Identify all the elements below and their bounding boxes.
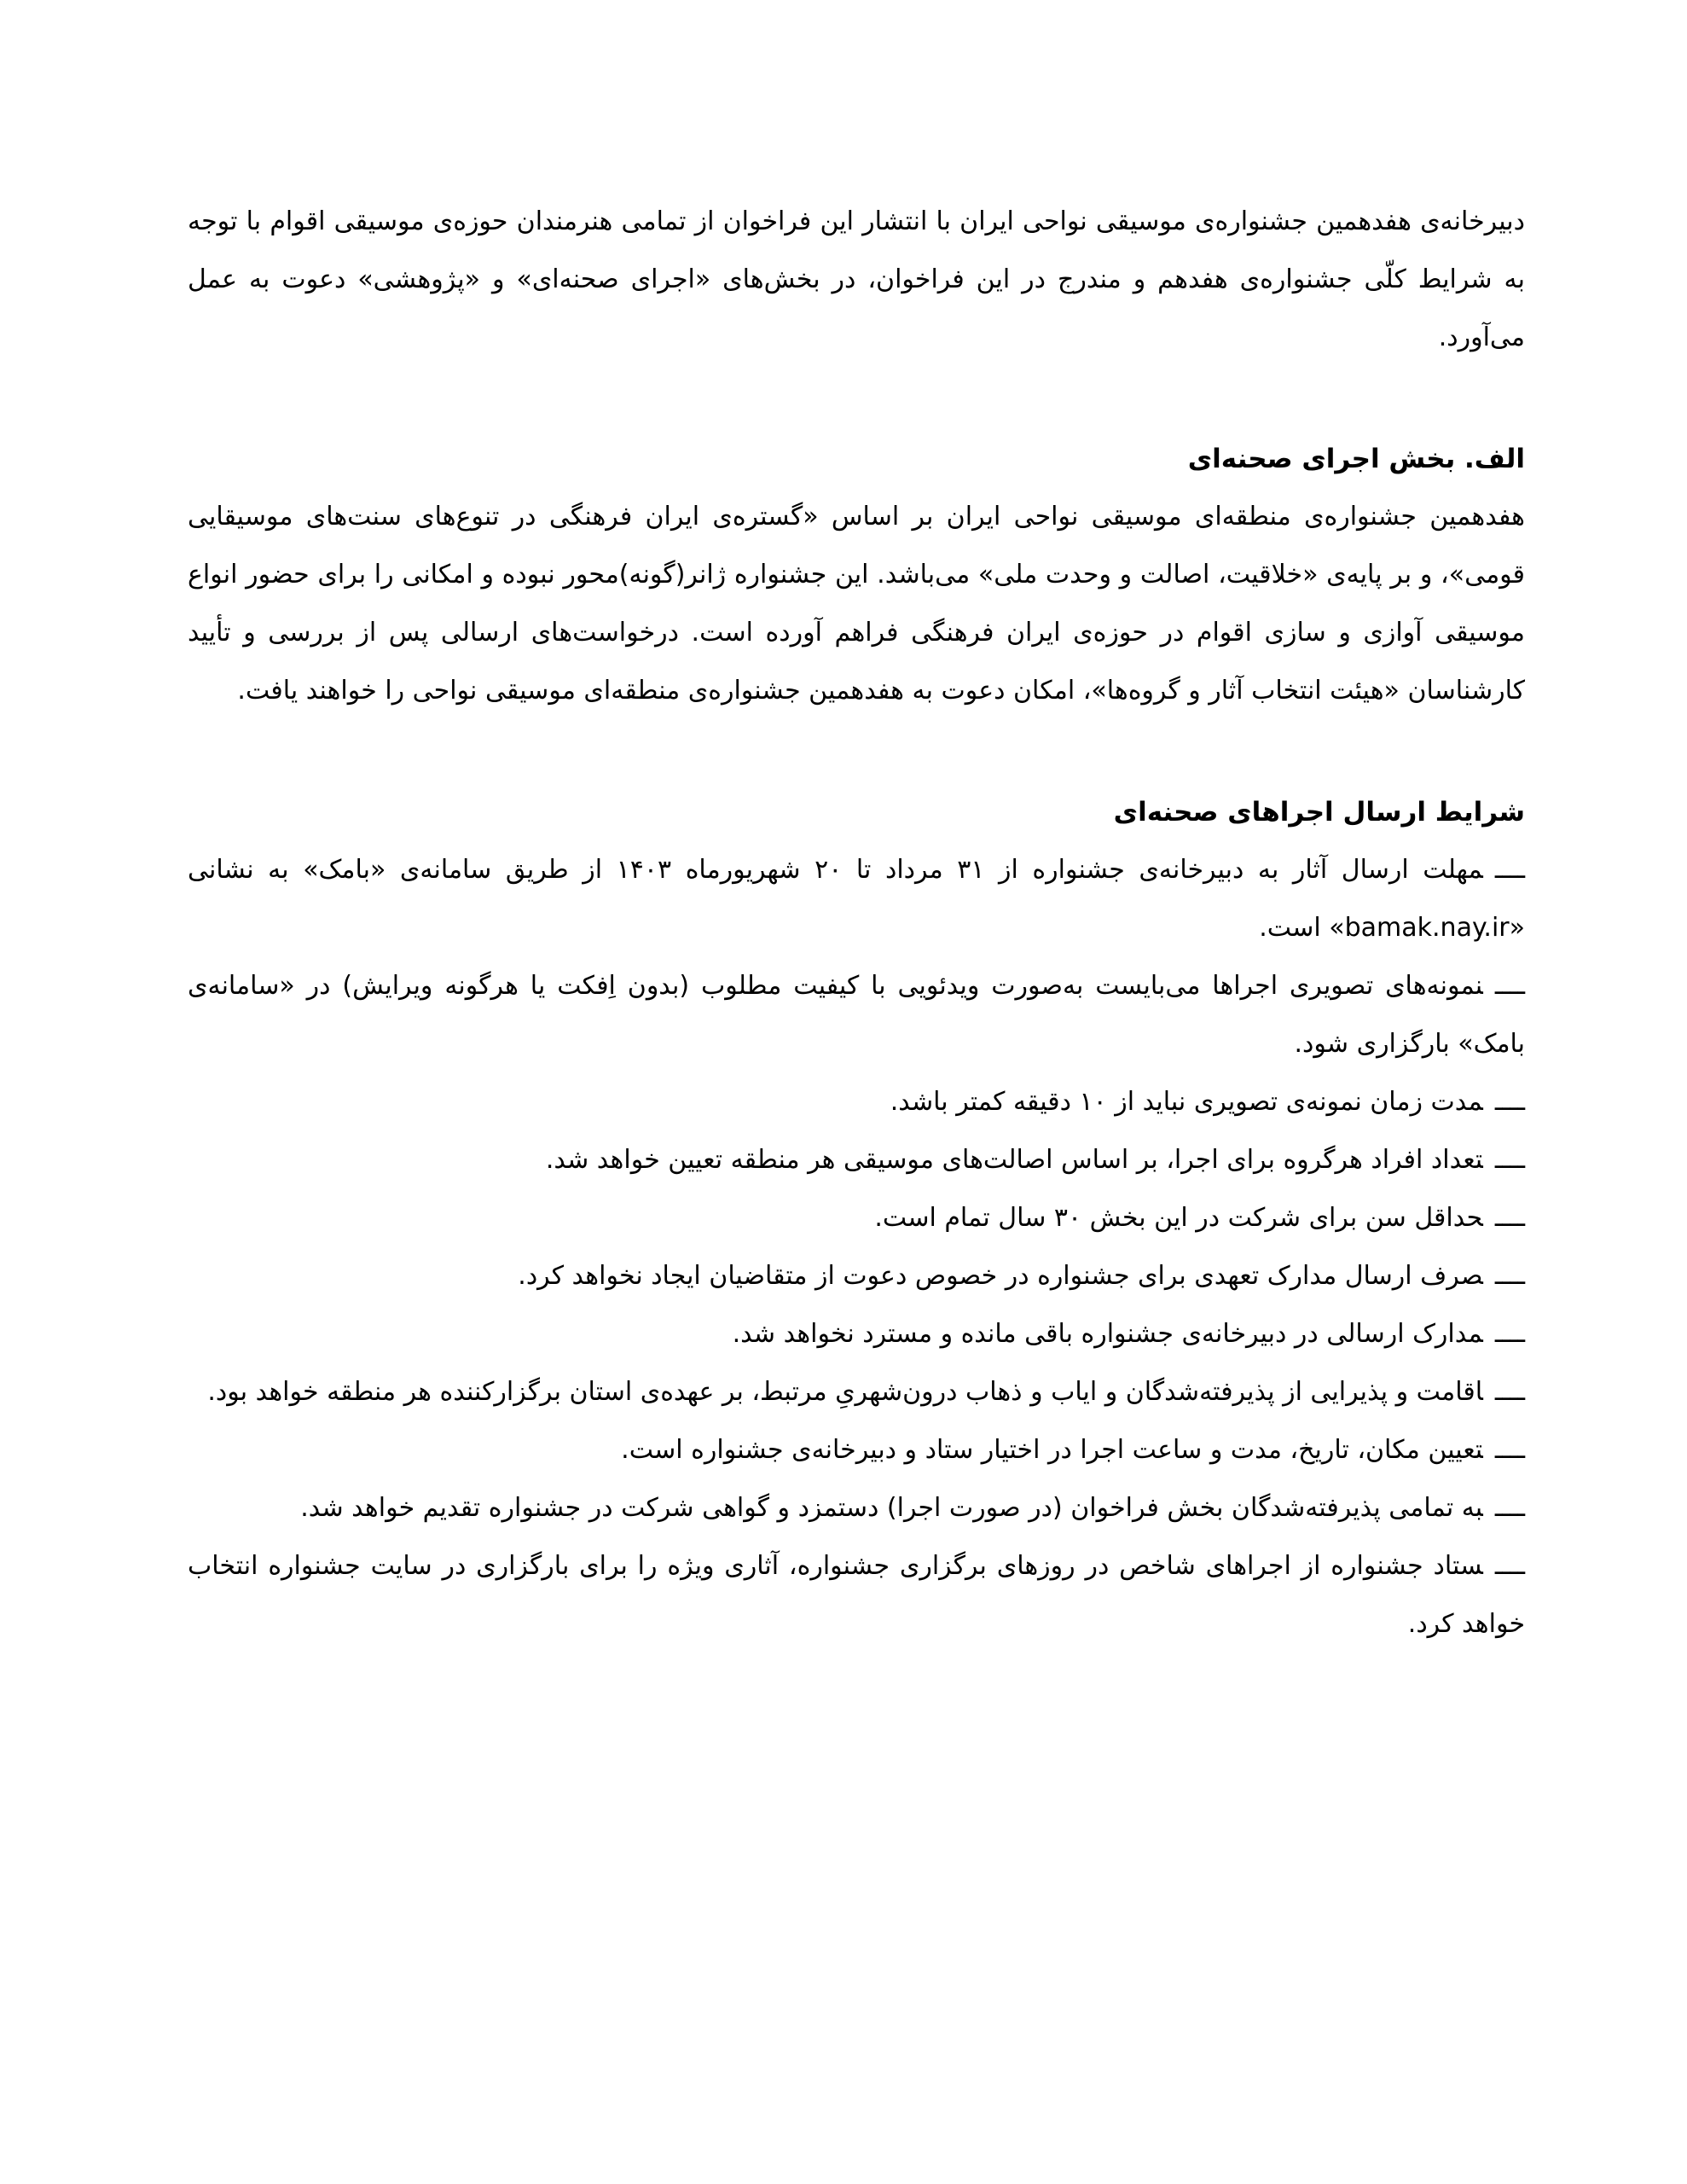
list-item [188, 1305, 1525, 1363]
bullet-text: مدارک ارسالی در دبیرخانه‌ی جشنواره باقی مانده و مسترد نخواهد شد. [732, 1319, 1483, 1349]
intro-paragraph: دبیرخانه‌ی هفدهمین جشنواره‌ی موسیقی نواحی ایران با انتشار این فراخوان از تمامی هنرمندان حوزه‌ی موسیقی اقوام با توجه به شرایط کلّی جشنواره‌ی هفدهم و مندرج در این فراخوان، در بخش‌های «اجرای صحنه‌ای» و «پژوهشی» دعوت به عمل می‌آورد. [188, 206, 1525, 352]
list-item [188, 1421, 1525, 1479]
bullet-text: تعداد افراد هرگروه برای اجرا، بر اساس اصالت‌های موسیقی هر منطقه تعیین خواهد شد. [545, 1145, 1483, 1175]
list-item [188, 1073, 1525, 1131]
bullet-dash: ــــ [1494, 1493, 1525, 1523]
bullet-text: صرف ارسال مدارک تعهدی برای جشنواره در خصوص دعوت از متقاضیان ایجاد نخواهد کرد. [518, 1261, 1483, 1291]
list-item [188, 1479, 1525, 1537]
list-item [188, 1189, 1525, 1247]
list-item [188, 1537, 1525, 1653]
bullet-dash: ــــ [1494, 1377, 1525, 1407]
list-item [188, 1363, 1525, 1421]
list-item [188, 1247, 1525, 1305]
bullet-text: مهلت ارسال آثار به دبیرخانه‌ی جشنواره از ۳۱ مرداد تا ۲۰ شهریورماه ۱۴۰۳ از طریق سامانه‌ی «بامک» به نشانی «bamak.nay.ir» است. [188, 855, 1525, 943]
bullet-dash: ــــ [1494, 1203, 1525, 1233]
bullet-dash: ــــ [1494, 1087, 1525, 1117]
section-b-heading: شرایط ارسال اجراهای صحنه‌ای [1113, 797, 1525, 828]
bullet-text: نمونه‌های تصویری اجراها می‌بایست به‌صورت ویدئویی با کیفیت مطلوب (بدون اِفکت یا هرگونه ویرایش) در «سامانه‌ی بامک» بارگزاری شود. [188, 971, 1525, 1059]
bullet-dash: ــــ [1494, 855, 1526, 885]
bullet-dash: ــــ [1494, 1261, 1525, 1291]
bullet-text: به تمامی پذیرفته‌شدگان بخش فراخوان (در صورت اجرا) دستمزد و گواهی شرکت در جشنواره تقدیم خواهد شد. [300, 1493, 1483, 1523]
bullet-dash: ــــ [1494, 1435, 1525, 1465]
bullet-text: حداقل سن برای شرکت در این بخش ۳۰ سال تمام است. [874, 1203, 1483, 1233]
bullet-text: ستاد جشنواره از اجراهای شاخص در روزهای برگزاری جشنواره، آثاری ویژه را برای بارگزاری در سایت جشنواره انتخاب خواهد کرد. [188, 1551, 1525, 1639]
bullet-dash: ــــ [1494, 1551, 1525, 1581]
bullet-dash: ــــ [1494, 971, 1525, 1001]
list-item [188, 957, 1525, 1073]
section-a-heading: الف. بخش اجرای صحنه‌ای [1187, 444, 1525, 474]
submission-conditions-list [188, 841, 1525, 1653]
bullet-dash: ــــ [1494, 1145, 1525, 1175]
bullet-text: تعیین مکان، تاریخ، مدت و ساعت اجرا در اختیار ستاد و دبیرخانه‌ی جشنواره است. [621, 1435, 1483, 1465]
document-content [188, 193, 1525, 1653]
bullet-dash: ــــ [1494, 1319, 1525, 1349]
bullet-text: مدت زمان نمونه‌ی تصویری نباید از ۱۰ دقیقه کمتر باشد. [890, 1087, 1483, 1117]
list-item [188, 841, 1525, 957]
bullet-text: اقامت و پذیرایی از پذیرفته‌شدگان و ایاب و ذهاب درون‌شهریِ مرتبط، بر عهده‌ی استان برگزارکننده هر منطقه خواهد بود. [207, 1377, 1483, 1407]
list-item [188, 1131, 1525, 1189]
section-a-paragraph: هفدهمین جشنواره‌ی منطقه‌ای موسیقی نواحی ایران بر اساس «گستره‌ی ایران فرهنگی در تنوع‌های سنت‌های موسیقایی قومی»، و بر پایه‌ی «خلاقیت، اصالت و وحدت ملی» می‌باشد. این جشنواره ژانر(گونه)محور نبوده و امکانی را برای حضور انواع موسیقی آوازی و سازی اقوام در حوزه‌ی ایران فرهنگی فراهم آورده است. درخواست‌های ارسالی پس از بررسی و تأیید کارشناسان «هیئت انتخاب آثار و گروه‌ها»، امکان دعوت به هفدهمین جشنواره‌ی منطقه‌ای موسیقی نواحی را خواهند یافت. [188, 502, 1525, 706]
